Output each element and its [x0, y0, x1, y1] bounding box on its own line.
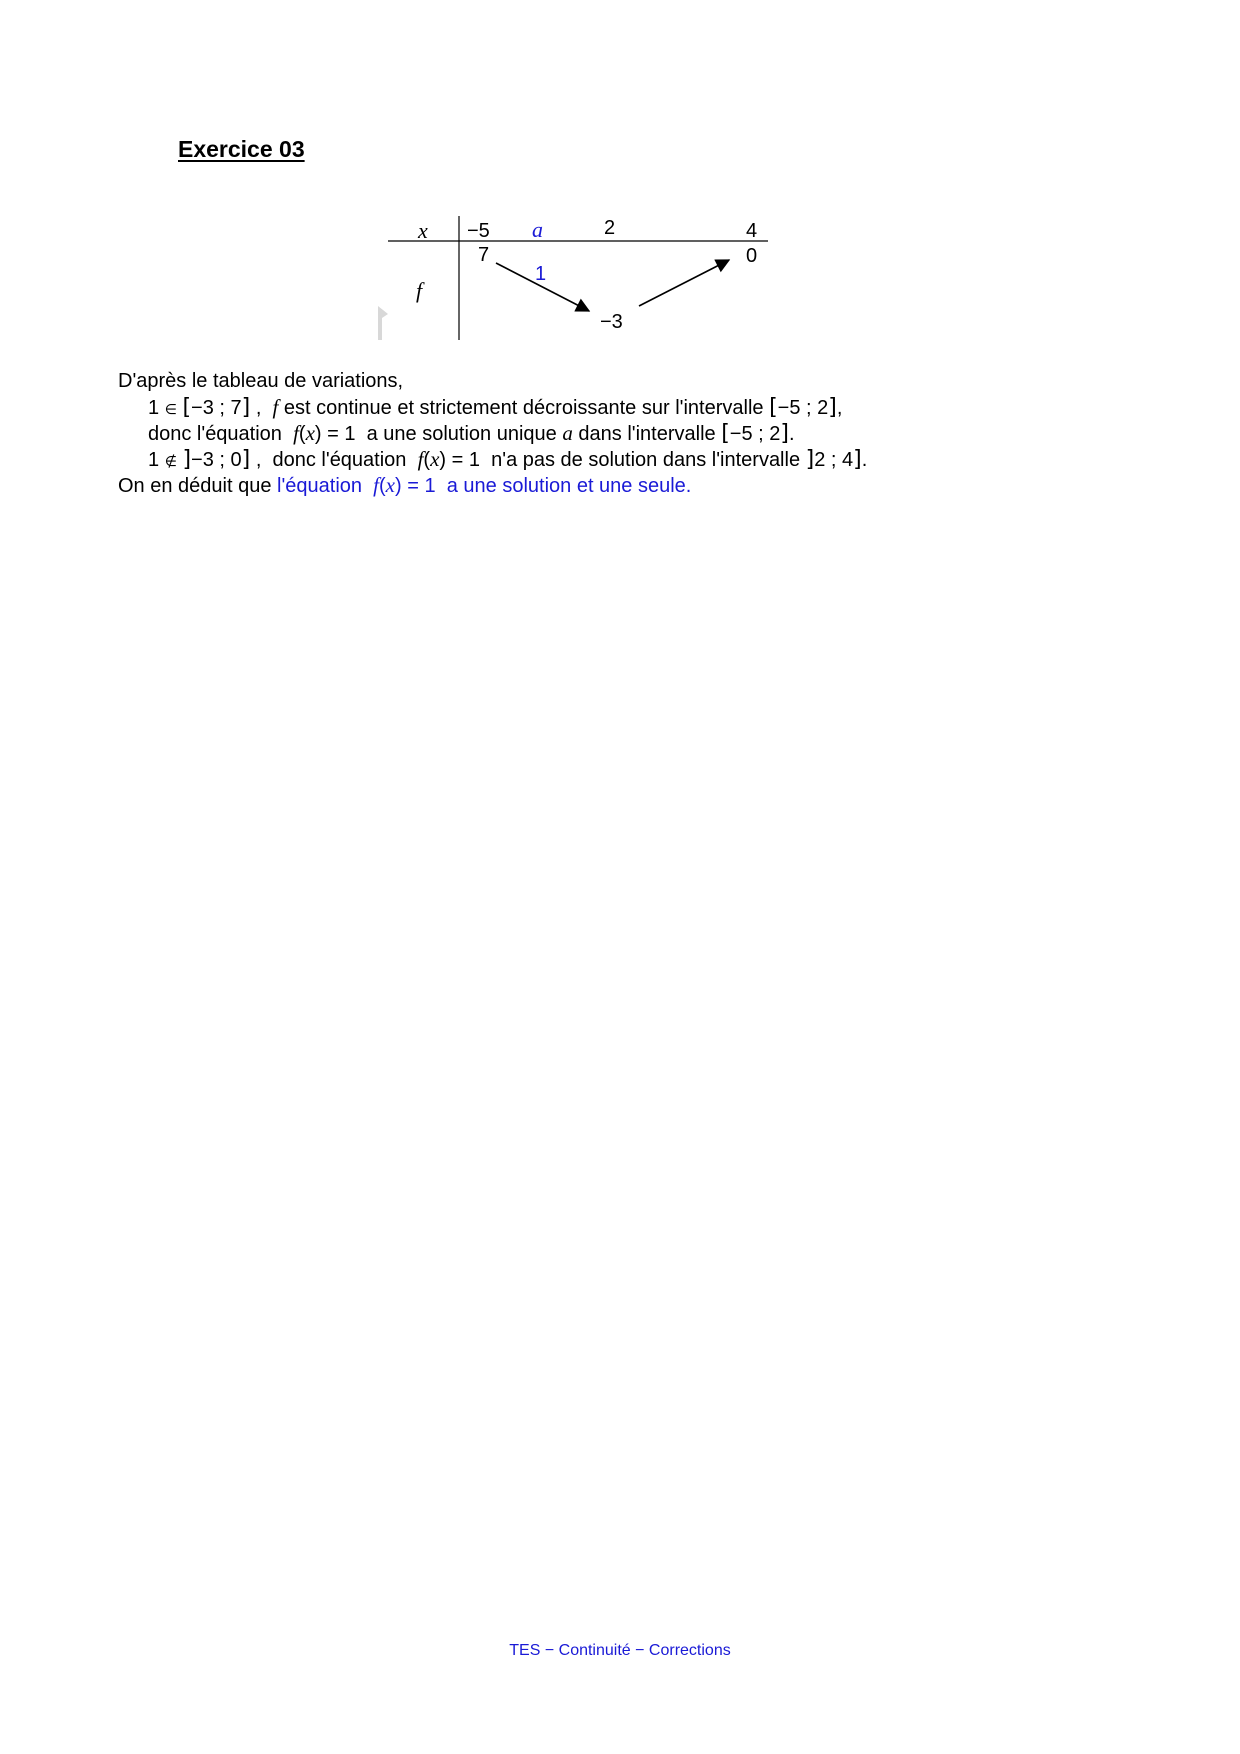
f-label: f	[416, 278, 423, 303]
paren-open: (	[298, 423, 306, 445]
conclusion-highlight	[277, 475, 691, 497]
x-value-end: 4	[746, 220, 758, 242]
value-one: 1	[148, 449, 160, 471]
increasing-arrow	[639, 260, 729, 306]
intro-line: D'après le tableau de variations,	[118, 370, 404, 392]
x-value-start: −5	[467, 220, 490, 242]
line-end: .	[789, 423, 795, 445]
conclusion-line	[118, 472, 867, 498]
equals-one: = 1	[407, 475, 436, 497]
bracket-close: ]	[828, 395, 837, 420]
scan-artifact	[378, 306, 388, 340]
solution-text	[118, 368, 867, 498]
function-f: f	[272, 395, 279, 419]
element-of-symbol: ∈	[164, 402, 177, 418]
equation-line	[118, 420, 867, 446]
not-element-of-symbol: ∉	[164, 454, 177, 470]
paren-close: )	[395, 475, 402, 497]
function-f: f	[293, 421, 299, 445]
variable-x: x	[430, 447, 440, 471]
bracket-open: ]	[805, 447, 815, 472]
f-value-start: 7	[478, 244, 490, 266]
x-value-solution: a	[532, 217, 543, 242]
comma: ,	[255, 449, 262, 471]
bracket-close: ]	[241, 395, 251, 420]
x-label: x	[418, 218, 428, 243]
exercise-title: Exercice 03	[178, 136, 305, 162]
value-one: 1	[148, 397, 160, 419]
equals-one: = 1	[327, 423, 356, 445]
bracket-open: [	[721, 421, 730, 446]
variation-table	[0, 0, 1240, 360]
interval-domain: −5 ; 2	[777, 397, 829, 419]
comma: ,	[255, 397, 262, 419]
variable-x: x	[305, 421, 315, 445]
line-end: ,	[836, 397, 843, 419]
conclusion-end: a une solution et une seule.	[446, 475, 692, 497]
interval-domain: 2 ; 4	[814, 449, 854, 471]
interval-label: dans l'intervalle	[578, 423, 716, 445]
interval-domain: −5 ; 2	[729, 423, 781, 445]
bracket-close: ]	[241, 447, 251, 472]
bracket-open: [	[182, 395, 192, 420]
equals-one: = 1	[451, 449, 480, 471]
non-membership-line	[118, 446, 867, 472]
no-solution-text: n'a pas de solution dans l'intervalle	[491, 449, 801, 471]
page-footer: TES − Continuité − Corrections	[509, 1642, 731, 1659]
interval-image: −3 ; 0	[191, 449, 242, 471]
line-end: .	[861, 449, 868, 471]
f-value-solution: 1	[535, 263, 547, 285]
paren-close: )	[439, 449, 447, 471]
x-value-middle: 2	[604, 217, 616, 239]
paren-open: (	[423, 449, 431, 471]
continuity-text: est continue et strictement décroissante sur l'intervalle	[283, 397, 764, 419]
bracket-open: ]	[182, 447, 192, 472]
equation-label: donc l'équation	[272, 449, 407, 471]
interval-image: −3 ; 7	[191, 397, 242, 419]
paren-close: )	[314, 423, 322, 445]
variable-x: x	[385, 473, 395, 497]
f-value-end: 0	[746, 245, 758, 267]
function-f: f	[373, 473, 379, 497]
conclusion-start: On en déduit que	[118, 475, 272, 497]
bracket-open: [	[769, 395, 778, 420]
function-f: f	[417, 447, 424, 471]
membership-line	[118, 394, 867, 420]
bracket-close: ]	[780, 421, 789, 446]
equation-label: l'équation	[277, 475, 363, 497]
bracket-close: ]	[853, 447, 862, 472]
f-value-min: −3	[600, 311, 623, 333]
solution-text-part: a une solution unique	[366, 423, 557, 445]
paren-open: (	[379, 475, 386, 497]
equation-label: donc l'équation	[148, 423, 282, 445]
solution-a: a	[562, 421, 573, 445]
